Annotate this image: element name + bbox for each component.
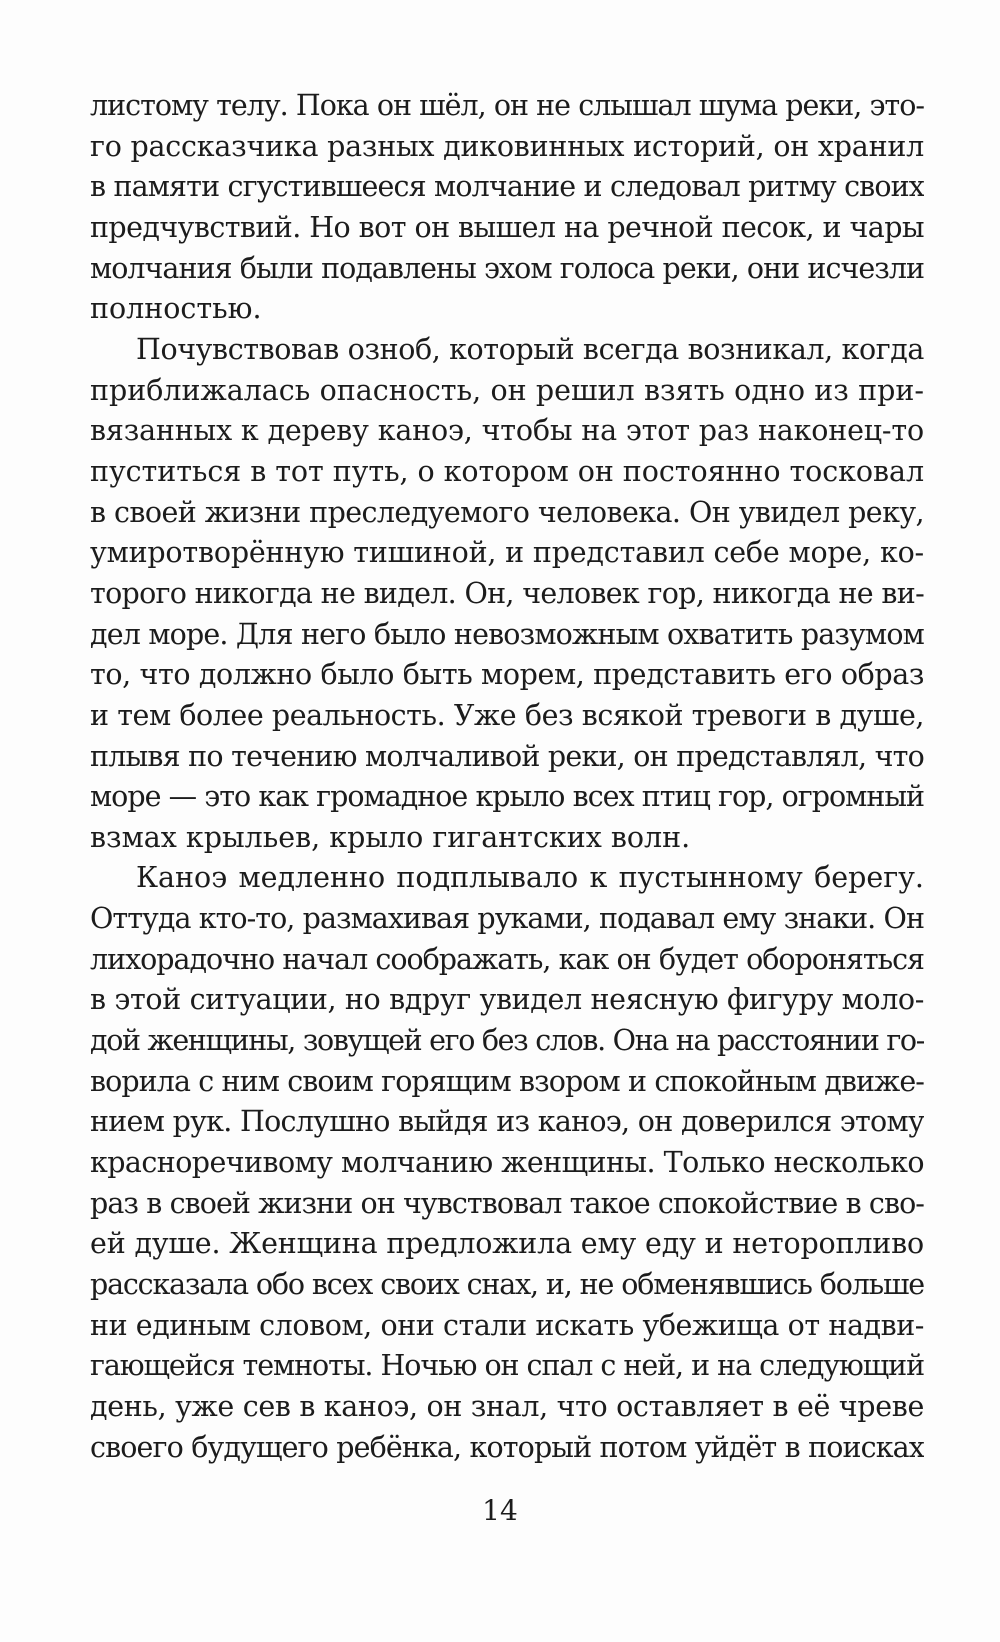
text-line: Почувствовав озноб, который всегда возникал, когда [136,332,924,366]
text-line: и тем более реальность. Уже без всякой тревоги в душе, [90,698,924,732]
text-line: пуститься в тот путь, о котором он постоянно тосковал [90,454,924,488]
text-line: своего будущего ребёнка, который потом уйдёт в поисках [90,1430,924,1464]
paragraph-3 [90,858,924,1468]
text-line: раз в своей жизни он чувствовал такое спокойствие в сво- [90,1186,924,1220]
paragraph-2 [90,330,924,859]
text-line: дой женщины, зовущей его без слов. Она на расстоянии го- [90,1024,924,1058]
text-line: в своей жизни преследуемого человека. Он увидел реку, [90,495,924,529]
text-line: рассказала обо всех своих снах, и, не обменявшись больше [90,1268,924,1302]
text-line: то, что должно было быть морем, представить его образ [90,658,924,692]
text-line: в памяти сгустившееся молчание и следовал ритму своих [90,170,924,204]
text-line: гающейся темноты. Ночью он спал с ней, и на следующий [90,1349,924,1383]
text-line: лихорадочно начал соображать, как он будет обороняться [90,942,924,976]
text-line: ей душе. Женщина предложила ему еду и неторопливо [90,1227,924,1261]
text-line: взмах крыльев, крыло гигантских волн. [90,820,691,854]
text-line: го рассказчика разных диковинных историй, он хранил [90,129,924,163]
text-line: ни единым словом, они стали искать убежища от надви- [90,1308,924,1342]
text-line: молчания были подавлены эхом голоса реки, они исчезли [90,251,924,285]
text-line: Оттуда кто-то, размахивая руками, подавал ему знаки. Он [90,902,924,936]
paragraph-1 [90,86,924,330]
text-line: листому телу. Пока он шёл, он не слышал шума реки, это- [90,89,924,122]
text-line: приближалась опасность, он решил взять одно из при- [90,373,924,407]
body-text [90,86,924,1468]
text-line: умиротворённую тишиной, и представил себе море, ко- [90,536,924,570]
text-line: предчувствий. Но вот он вышел на речной песок, и чары [90,210,924,244]
text-line: ворила с ним своим горящим взором и спокойным движе- [90,1064,924,1098]
text-line: дел море. Для него было невозможным охватить разумом [90,617,924,651]
page-number: 14 [482,1494,518,1527]
text-line: полностью. [90,292,262,326]
text-line: торого никогда не видел. Он, человек гор, никогда не ви- [90,576,924,610]
text-line: нием рук. Послушно выйдя из каноэ, он доверился этому [90,1105,924,1139]
text-line: Каноэ медленно подплывало к пустынному берегу. [136,861,924,895]
text-line: вязанных к дереву каноэ, чтобы на этот раз наконец-то [90,414,924,448]
text-line: день, уже сев в каноэ, он знал, что оставляет в её чреве [90,1390,924,1423]
text-line: море — это как громадное крыло всех птиц гор, огромный [90,780,924,814]
text-line: плывя по течению молчаливой реки, он представлял, что [90,739,924,773]
text-line: красноречивому молчанию женщины. Только несколько [90,1146,924,1180]
text-line: в этой ситуации, но вдруг увидел неясную фигуру моло- [90,983,924,1017]
